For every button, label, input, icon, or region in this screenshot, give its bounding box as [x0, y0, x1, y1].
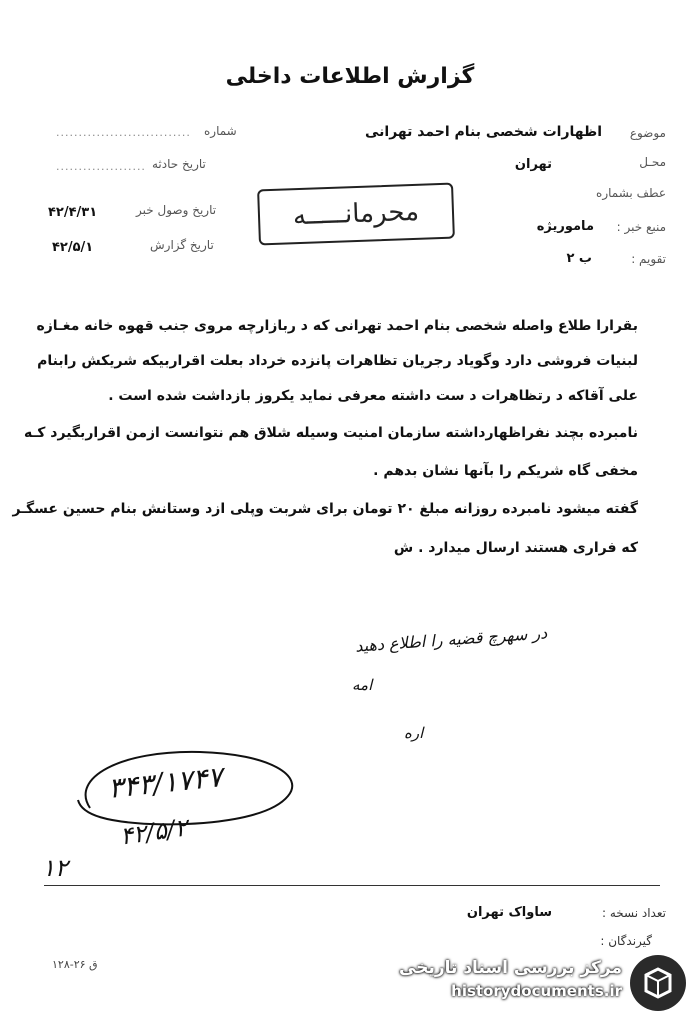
- body-line-6: گفته میشود نامبرده روزانه مبلغ ۲۰ تومان برای شربت وپلی ازد وستانش بنام حسین عسگـر: [12, 501, 638, 517]
- report-date-value: ۴۲/۵/۱: [52, 240, 94, 255]
- received-date-label: تاریخ وصول خبر: [136, 203, 217, 217]
- archive-logo-icon: [630, 955, 686, 1011]
- report-date-label: تاریخ گزارش: [150, 238, 214, 252]
- watermark-name: مرکز بررسی اسناد تاریخی: [399, 958, 622, 978]
- source-value: ماموریژه: [536, 219, 594, 234]
- recipients-label: گیرندگان :: [600, 934, 652, 948]
- handwritten-note-3: اره: [404, 724, 424, 742]
- evaluation-label: تقویم :: [631, 252, 666, 266]
- subject-value: اظهارات شخصی بنام احمد تهرانی: [364, 124, 602, 140]
- incident-date-label: تاریخ حادثه: [152, 157, 206, 171]
- copies-label: تعداد نسخه :: [601, 906, 666, 920]
- subject-label: موضوع: [629, 126, 666, 140]
- number-dots: ..............................: [56, 126, 191, 139]
- confidential-stamp: محرمانـــــه: [257, 183, 455, 246]
- received-date-value: ۴۲/۴/۳۱: [48, 205, 98, 220]
- handwritten-note-2: امه: [352, 676, 373, 694]
- body-line-1: بقرارا طلاع واصله شخصی بنام احمد تهرانی که د ربازارچه مروی جنب قهوه خانه مغـازه: [36, 318, 638, 334]
- handwritten-note-1: در سهرچ قضیه را اطلاع دهید: [354, 623, 548, 656]
- body-line-3: علی آقاکه د رتظاهرات د ست داشته معرفی نماید یکروز بازداشت شده است .: [108, 388, 638, 404]
- reference-label: عطف بشماره: [596, 186, 666, 200]
- corner-number: ۱۲: [42, 854, 68, 882]
- body-line-4: نامبرده بچند نفراظهارداشته سازمان امنیت وسیله شلاق هم نتوانست ازمن اقراربگیرد کـه: [24, 425, 638, 441]
- incident-date-dots: ....................: [56, 160, 146, 173]
- copies-value: ساواک تهران: [466, 905, 552, 920]
- body-line-5: مخفی گاه شریکم را بآنها نشان بدهم .: [373, 463, 638, 479]
- document-title: گزارش اطلاعات داخلی: [225, 64, 475, 89]
- body-line-7: که فراری هستند ارسال میدارد . ش: [393, 540, 638, 556]
- place-label: محـل: [639, 155, 666, 169]
- form-code: ۱۲۸-۲۶ ق: [52, 958, 98, 971]
- number-label: شماره: [204, 124, 237, 138]
- watermark-url: historydocuments.ir: [451, 982, 622, 1000]
- footer-divider: [44, 885, 660, 886]
- place-value: تهران: [514, 157, 552, 172]
- body-line-2: لبنیات فروشی دارد وگویاد رجریان تظاهرات پانزده خرداد بعلت اقراربیکه شریکش رابنام: [37, 353, 638, 369]
- registration-date: ۴۲/۵/۲: [118, 813, 190, 851]
- evaluation-value: ب ۲: [566, 251, 592, 266]
- registration-number: ۳۴۳/۱۷۴۷: [106, 760, 225, 805]
- source-label: منبع خبر :: [616, 220, 666, 234]
